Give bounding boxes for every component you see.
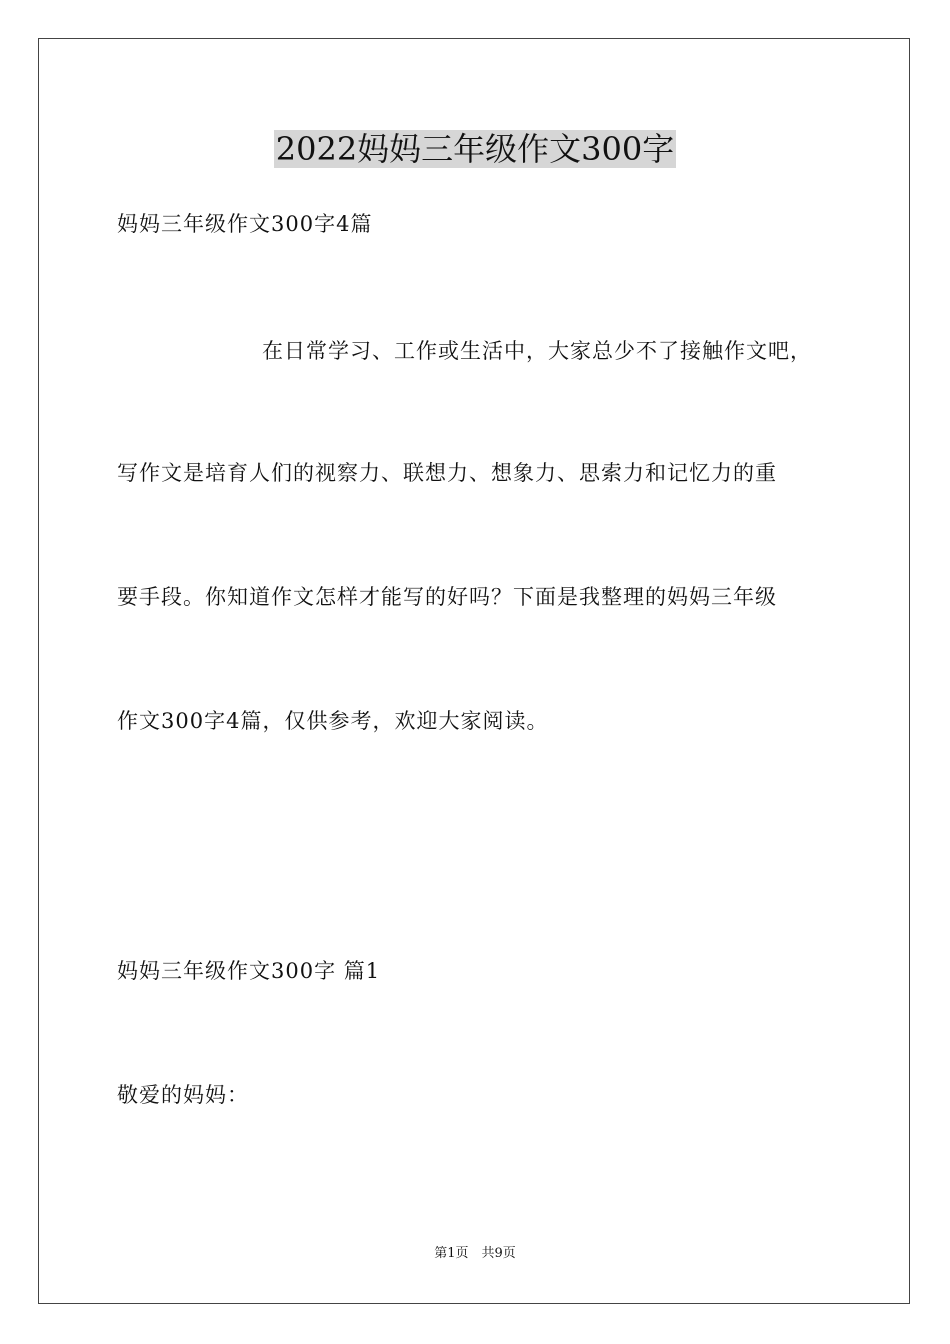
intro-line-4: 作文300字4篇，仅供参考，欢迎大家阅读。 bbox=[117, 709, 549, 733]
document-title bbox=[0, 126, 950, 172]
intro-line-2: 写作文是培育人们的视察力、联想力、想象力、思索力和记忆力的重 bbox=[117, 461, 777, 485]
title-text: 2022妈妈三年级作文300字 bbox=[275, 130, 675, 168]
page-footer: 第1页 共9页 bbox=[434, 1246, 516, 1261]
section-heading: 妈妈三年级作文300字 篇1 bbox=[117, 959, 381, 983]
intro-line-1: 在日常学习、工作或生活中，大家总少不了接触作文吧， bbox=[262, 339, 812, 363]
letter-greeting: 敬爱的妈妈： bbox=[117, 1083, 249, 1107]
document-subtitle: 妈妈三年级作文300字4篇 bbox=[117, 212, 373, 236]
intro-line-3: 要手段。你知道作文怎样才能写的好吗？下面是我整理的妈妈三年级 bbox=[117, 585, 777, 609]
